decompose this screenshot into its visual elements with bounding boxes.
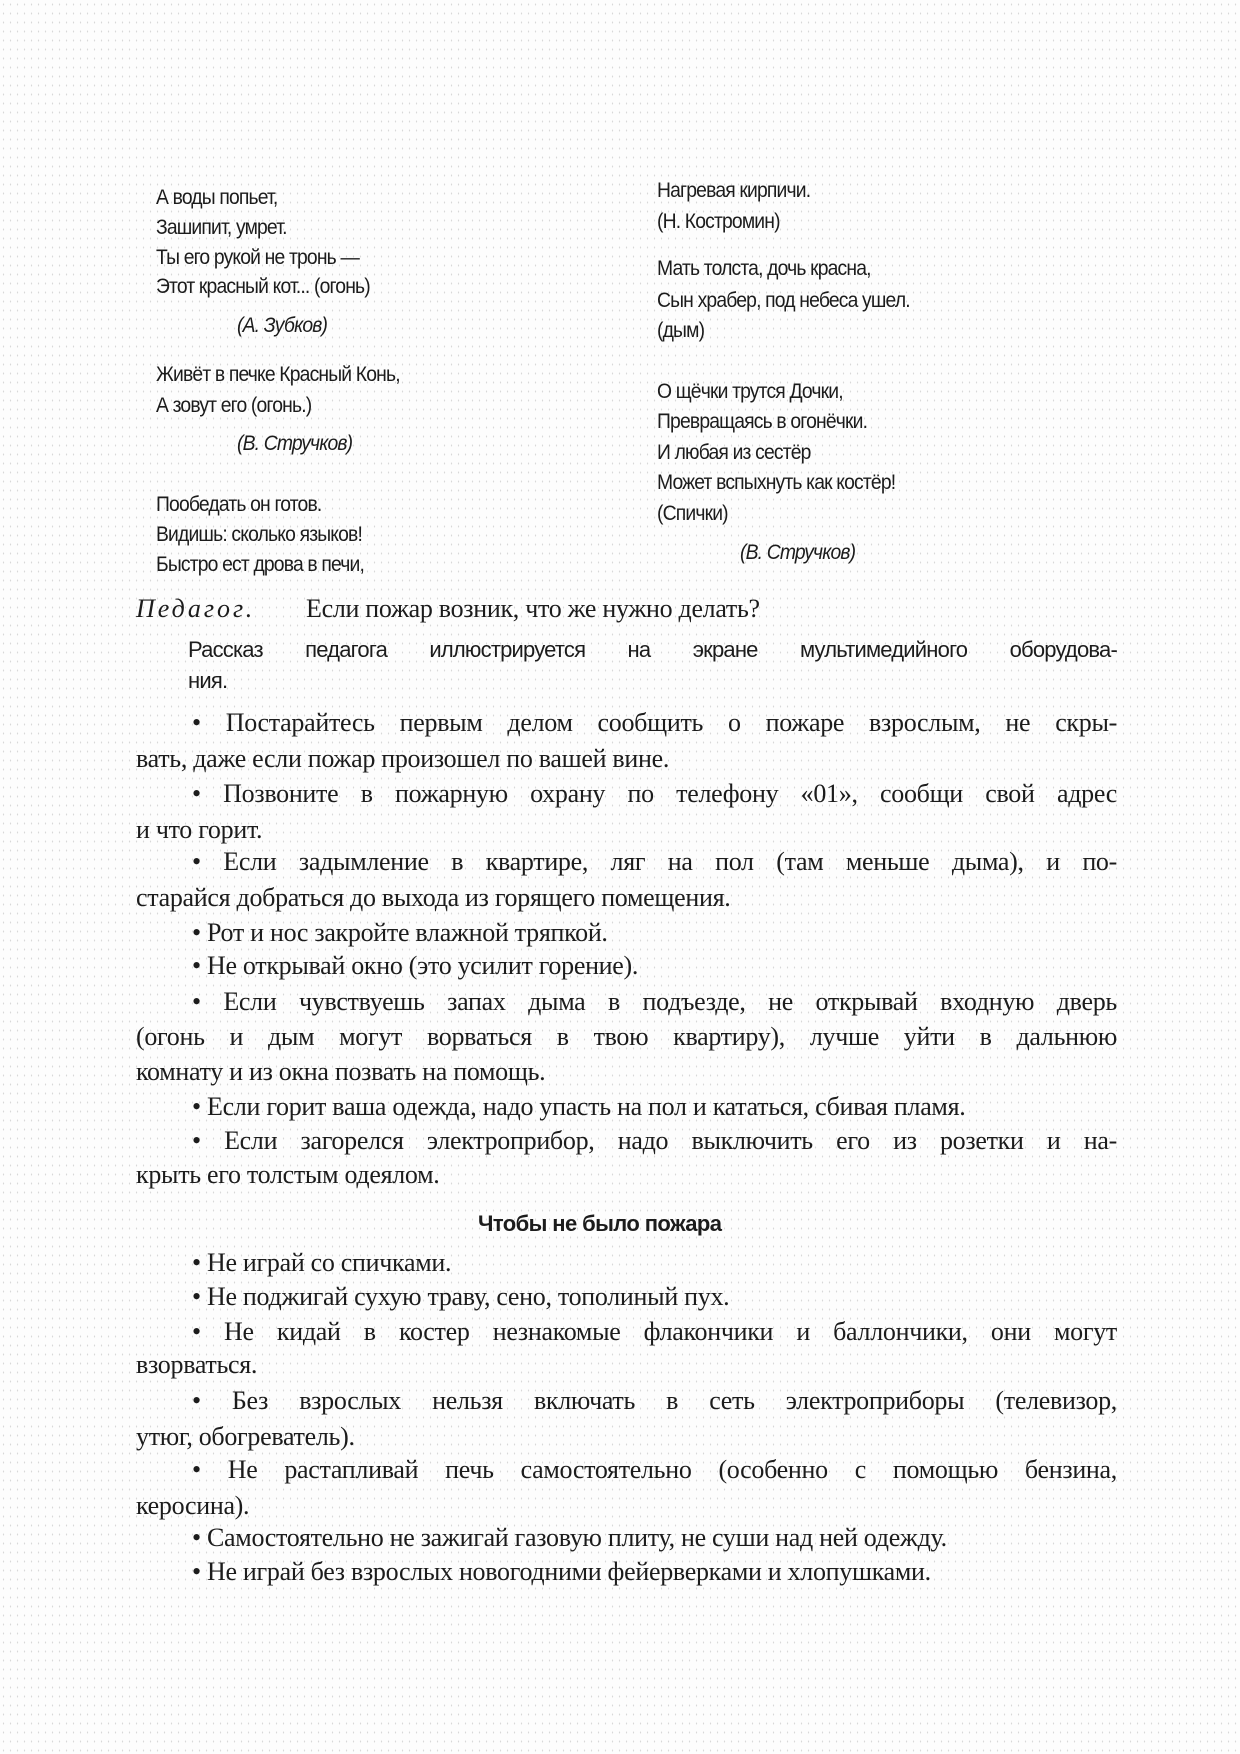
poem-author: (В. Стручков)	[740, 541, 856, 564]
poem-line: О щёчки трутся Дочки,	[657, 380, 843, 403]
rule-line: комнату и из окна позвать на помощь.	[136, 1057, 546, 1086]
rule-line: • Не растапливай печь самостоятельно (особенно с помощью бензина,	[192, 1455, 1117, 1484]
rule-line: (огонь и дым могут ворваться в твою квартиру), лучше уйти в дальнюю	[136, 1022, 1117, 1051]
rule-line: • Без взрослых нельзя включать в сеть электроприборы (телевизор,	[192, 1386, 1117, 1415]
poem-line: Живёт в печке Красный Конь,	[156, 363, 400, 386]
rule-line: • Если чувствуешь запах дыма в подъезде, не открывай входную дверь	[192, 987, 1117, 1016]
poem-line: Зашипит, умрет.	[156, 216, 287, 239]
speaker-label: Педагог.	[136, 594, 256, 623]
section-heading: Чтобы не было пожара	[478, 1211, 722, 1236]
rule-line: вать, даже если пожар произошел по вашей вине.	[136, 744, 670, 773]
poem-line: А воды попьет,	[156, 186, 278, 209]
poem-line: (дым)	[657, 319, 705, 342]
poem-line: Пообедать он готов.	[156, 493, 322, 516]
rule-line: и что горит.	[136, 815, 263, 844]
poem-line: И любая из сестёр	[657, 441, 811, 464]
intro-line: Рассказ педагога иллюстрируется на экране мультимедийного оборудова-	[188, 637, 1117, 662]
pedagog-question: Если пожар возник, что же нужно делать?	[306, 594, 760, 623]
rule-line: • Если задымление в квартире, ляг на пол (там меньше дыма), и по-	[192, 847, 1117, 876]
poem-line: (Спички)	[657, 502, 728, 525]
poem-line: Превращаясь в огонёчки.	[657, 410, 868, 433]
poem-line: (Н. Костромин)	[657, 210, 780, 233]
poem-author: (А. Зубков)	[237, 314, 328, 337]
rule-line: • Не поджигай сухую траву, сено, тополиный пух.	[192, 1282, 730, 1311]
rule-line: • Если горит ваша одежда, надо упасть на пол и кататься, сбивая пламя.	[192, 1092, 966, 1121]
rule-line: • Самостоятельно не зажигай газовую плиту, не суши над ней одежду.	[192, 1523, 947, 1552]
rule-line: крыть его толстым одеялом.	[136, 1160, 440, 1189]
rule-line: керосина).	[136, 1491, 250, 1520]
intro-line: ния.	[188, 668, 228, 693]
poem-line: Может вспыхнуть как костёр!	[657, 471, 896, 494]
rule-line: старайся добраться до выхода из горящего помещения.	[136, 883, 731, 912]
poem-line: Быстро ест дрова в печи,	[156, 553, 365, 576]
poem-line: Видишь: сколько языков!	[156, 523, 363, 546]
rule-line: • Не открывай окно (это усилит горение).	[192, 951, 639, 980]
poem-line: Нагревая кирпичи.	[657, 179, 811, 202]
rule-line: • Не кидай в костер незнакомые флакончики и баллончики, они могут	[192, 1317, 1117, 1346]
poem-author: (В. Стручков)	[237, 432, 353, 455]
rule-line: • Позвоните в пожарную охрану по телефону «01», сообщи свой адрес	[192, 779, 1117, 808]
poem-line: Этот красный кот... (огонь)	[156, 275, 370, 298]
rule-line: утюг, обогреватель).	[136, 1422, 355, 1451]
poem-line: Сын храбер, под небеса ушел.	[657, 289, 910, 312]
rule-line: взорваться.	[136, 1350, 258, 1379]
rule-line: • Не играй со спичками.	[192, 1248, 452, 1277]
rule-line: • Постарайтесь первым делом сообщить о пожаре взрослым, не скры-	[192, 708, 1117, 737]
rule-line: • Рот и нос закройте влажной тряпкой.	[192, 918, 608, 947]
rule-line: • Если загорелся электроприбор, надо выключить его из розетки и на-	[192, 1126, 1117, 1155]
poem-line: А зовут его (огонь.)	[156, 394, 312, 417]
poem-line: Мать толста, дочь красна,	[657, 257, 871, 280]
poem-line: Ты его рукой не тронь —	[156, 246, 359, 269]
rule-line: • Не играй без взрослых новогодними фейерверками и хлопушками.	[192, 1557, 931, 1586]
